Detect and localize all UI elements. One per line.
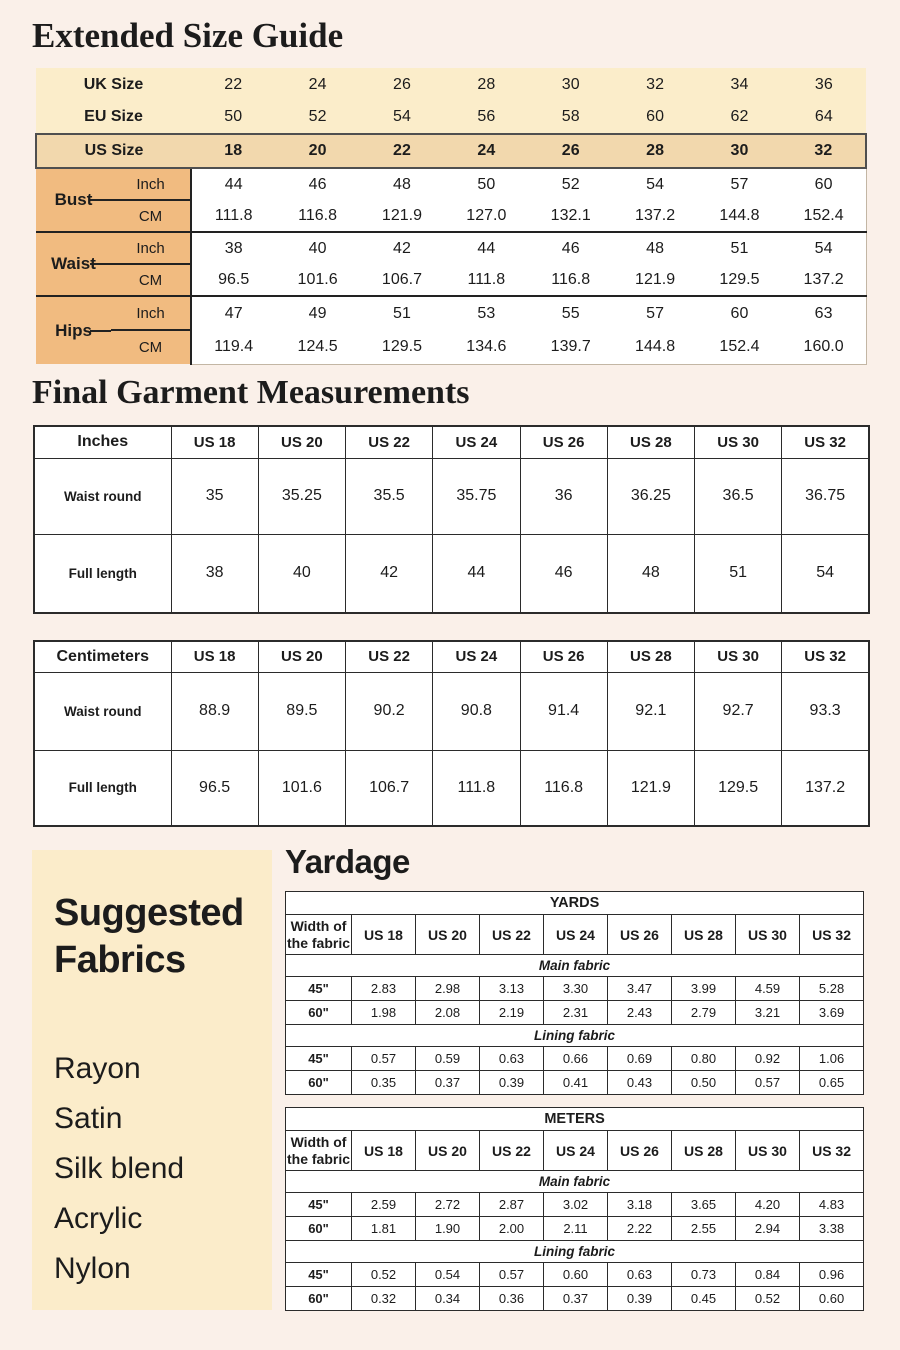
section-label: Main fabric (286, 1171, 864, 1193)
yardage-cell: 5.28 (800, 977, 864, 1001)
measurement-cell: 139.7 (529, 330, 613, 364)
size-column-header: US 24 (544, 1131, 608, 1171)
yardage-cell: 3.13 (480, 977, 544, 1001)
measurement-cell: 137.2 (613, 200, 697, 232)
measurement-cell: 89.5 (258, 672, 345, 750)
measurement-cell: 36.75 (782, 458, 869, 534)
measurement-cell: 152.4 (697, 330, 781, 364)
measurement-cell: 52 (529, 168, 613, 200)
title-line: Suggested (54, 892, 244, 934)
unit-header: YARDS (286, 892, 864, 915)
measurement-cell: 91.4 (520, 672, 607, 750)
size-value-cell: 24 (444, 134, 528, 168)
size-column-header: US 20 (416, 915, 480, 955)
size-column-header: US 26 (520, 426, 607, 458)
yardage-cell: 3.69 (800, 1001, 864, 1025)
yardage-cell: 0.39 (608, 1287, 672, 1311)
measurement-cell: 90.2 (346, 672, 433, 750)
hips-cm-row (36, 330, 866, 364)
size-column-header: US 26 (608, 915, 672, 955)
fabric-item: Rayon (54, 1052, 141, 1085)
measurement-cell: 121.9 (360, 200, 444, 232)
yardage-cell: 2.59 (352, 1193, 416, 1217)
yardage-cell: 3.18 (608, 1193, 672, 1217)
unit-header: METERS (286, 1108, 864, 1131)
measurement-cell: 101.6 (275, 264, 359, 296)
yardage-cell: 0.66 (544, 1047, 608, 1071)
size-value-cell: 54 (360, 101, 444, 134)
waist-inch-row (36, 232, 866, 264)
width-label: 60" (286, 1001, 352, 1025)
full-length-row (34, 534, 869, 613)
measurement-cell: 93.3 (782, 672, 869, 750)
header-row (34, 641, 869, 672)
yardage-table-meters (285, 1107, 864, 1311)
yardage-cell: 2.87 (480, 1193, 544, 1217)
waist-round-row (34, 672, 869, 750)
size-value-cell: 22 (191, 68, 275, 101)
garment-table-inches (33, 425, 870, 614)
size-value-cell: 64 (782, 101, 866, 134)
us-size-row (36, 134, 866, 168)
measurement-cell: 42 (360, 232, 444, 264)
yardage-cell: 1.06 (800, 1047, 864, 1071)
fabric-list (54, 1044, 272, 1294)
yardage-cell: 2.79 (672, 1001, 736, 1025)
size-column-header: US 24 (544, 915, 608, 955)
yardage-cell: 4.83 (800, 1193, 864, 1217)
size-value-cell: 56 (444, 101, 528, 134)
yardage-cell: 3.99 (672, 977, 736, 1001)
row-label: Waist round (34, 458, 171, 534)
row-label: EU Size (36, 101, 191, 134)
measurement-cell: 96.5 (171, 750, 258, 826)
measurement-cell: 96.5 (191, 264, 275, 296)
waist-round-row (34, 458, 869, 534)
yardage-cell: 2.22 (608, 1217, 672, 1241)
measurement-cell: 106.7 (360, 264, 444, 296)
yardage-cell: 4.59 (736, 977, 800, 1001)
unit-label: Inch (111, 296, 191, 330)
yardage-cell: 0.39 (480, 1071, 544, 1095)
measurement-cell: 119.4 (191, 330, 275, 364)
measure-label: Waist (36, 232, 111, 296)
width-label: 60" (286, 1217, 352, 1241)
size-column-header: US 28 (607, 641, 694, 672)
yardage-cell: 0.45 (672, 1287, 736, 1311)
yardage-cell: 2.00 (480, 1217, 544, 1241)
measurement-cell: 137.2 (782, 750, 869, 826)
measurement-cell: 132.1 (529, 200, 613, 232)
measurement-cell: 63 (782, 296, 866, 330)
size-column-header: US 30 (736, 915, 800, 955)
yardage-cell: 0.37 (544, 1287, 608, 1311)
measurement-cell: 92.7 (695, 672, 782, 750)
fabric-width-row (286, 1193, 864, 1217)
yardage-cell: 0.43 (608, 1071, 672, 1095)
unit-header: Centimeters (34, 641, 171, 672)
size-column-header: US 22 (480, 1131, 544, 1171)
measurement-cell: 127.0 (444, 200, 528, 232)
extended-size-table (35, 68, 867, 365)
size-column-header: US 20 (258, 426, 345, 458)
measurement-cell: 111.8 (433, 750, 520, 826)
bust-inch-row (36, 168, 866, 200)
size-value-cell: 50 (191, 101, 275, 134)
yardage-cell: 0.73 (672, 1263, 736, 1287)
measurement-cell: 40 (275, 232, 359, 264)
yardage-cell: 0.52 (736, 1287, 800, 1311)
unit-label: Inch (111, 168, 191, 200)
size-value-cell: 32 (782, 134, 866, 168)
yardage-cell: 0.35 (352, 1071, 416, 1095)
yardage-cell: 0.69 (608, 1047, 672, 1071)
yardage-cell: 1.90 (416, 1217, 480, 1241)
hips-inch-row (36, 296, 866, 330)
size-column-header: US 30 (695, 641, 782, 672)
fabric-item: Nylon (54, 1252, 131, 1285)
size-value-cell: 34 (697, 68, 781, 101)
section-label: Lining fabric (286, 1025, 864, 1047)
suggested-fabrics-panel (32, 850, 272, 1310)
measurement-cell: 38 (171, 534, 258, 613)
width-label: 45" (286, 1193, 352, 1217)
size-column-header: US 22 (346, 641, 433, 672)
section-label: Lining fabric (286, 1241, 864, 1263)
width-of-fabric-header (286, 1131, 352, 1171)
measurement-cell: 92.1 (607, 672, 694, 750)
size-value-cell: 28 (613, 134, 697, 168)
measurement-cell: 129.5 (695, 750, 782, 826)
garment-measurements-title: Final Garment Measurements (32, 374, 470, 411)
measurement-cell: 144.8 (697, 200, 781, 232)
size-column-header: US 28 (607, 426, 694, 458)
yardage-cell: 0.50 (672, 1071, 736, 1095)
extended-size-guide-title: Extended Size Guide (32, 16, 344, 55)
measurement-cell: 88.9 (171, 672, 258, 750)
title-line: Fabrics (54, 939, 186, 981)
fabric-width-row (286, 1071, 864, 1095)
yardage-cell: 0.63 (480, 1047, 544, 1071)
measurement-cell: 111.8 (444, 264, 528, 296)
size-value-cell: 22 (360, 134, 444, 168)
measure-label: Bust (36, 168, 111, 232)
measurement-cell: 60 (697, 296, 781, 330)
measurement-cell: 129.5 (360, 330, 444, 364)
yardage-cell: 3.21 (736, 1001, 800, 1025)
size-column-header: US 26 (608, 1131, 672, 1171)
measurement-cell: 134.6 (444, 330, 528, 364)
size-column-header: US 28 (672, 1131, 736, 1171)
yardage-cell: 0.96 (800, 1263, 864, 1287)
measurement-cell: 160.0 (782, 330, 866, 364)
header-row (286, 1131, 864, 1171)
row-label: UK Size (36, 68, 191, 101)
size-column-header: US 28 (672, 915, 736, 955)
waist-cm-row (36, 264, 866, 296)
size-value-cell: 58 (529, 101, 613, 134)
fabric-width-row (286, 1263, 864, 1287)
yardage-cell: 3.02 (544, 1193, 608, 1217)
measurement-cell: 124.5 (275, 330, 359, 364)
yardage-cell: 0.60 (544, 1263, 608, 1287)
measurement-cell: 54 (782, 232, 866, 264)
size-value-cell: 36 (782, 68, 866, 101)
size-value-cell: 60 (613, 101, 697, 134)
measurement-cell: 121.9 (613, 264, 697, 296)
row-label: US Size (36, 134, 191, 168)
yardage-cell: 0.57 (480, 1263, 544, 1287)
measurement-cell: 51 (697, 232, 781, 264)
fabric-width-row (286, 1287, 864, 1311)
measurement-cell: 57 (613, 296, 697, 330)
fabric-item: Satin (54, 1102, 123, 1135)
yardage-cell: 2.19 (480, 1001, 544, 1025)
size-column-header: US 18 (352, 1131, 416, 1171)
measurement-cell: 35.75 (433, 458, 520, 534)
size-value-cell: 62 (697, 101, 781, 134)
yardage-cell: 0.41 (544, 1071, 608, 1095)
measurement-cell: 116.8 (520, 750, 607, 826)
size-value-cell: 26 (529, 134, 613, 168)
yardage-cell: 2.31 (544, 1001, 608, 1025)
size-value-cell: 52 (275, 101, 359, 134)
measurement-cell: 47 (191, 296, 275, 330)
width-label: 45" (286, 1263, 352, 1287)
unit-label: Inch (111, 232, 191, 264)
unit-header-row (286, 1108, 864, 1131)
width-label: 60" (286, 1287, 352, 1311)
measurement-cell: 35.25 (258, 458, 345, 534)
measurement-cell: 106.7 (346, 750, 433, 826)
section-row (286, 955, 864, 977)
section-label: Main fabric (286, 955, 864, 977)
size-column-header: US 32 (782, 641, 869, 672)
measurement-cell: 35 (171, 458, 258, 534)
width-label: 60" (286, 1071, 352, 1095)
yardage-title: Yardage (285, 843, 410, 880)
full-length-row (34, 750, 869, 826)
size-value-cell: 26 (360, 68, 444, 101)
header-line: the fabric (286, 934, 350, 951)
yardage-cell: 2.43 (608, 1001, 672, 1025)
yardage-cell: 4.20 (736, 1193, 800, 1217)
unit-header: Inches (34, 426, 171, 458)
measurement-cell: 121.9 (607, 750, 694, 826)
size-column-header: US 32 (800, 915, 864, 955)
yardage-cell: 0.84 (736, 1263, 800, 1287)
width-label: 45" (286, 977, 352, 1001)
yardage-cell: 0.36 (480, 1287, 544, 1311)
measurement-cell: 51 (695, 534, 782, 613)
unit-label: CM (111, 330, 191, 364)
measurement-cell: 152.4 (782, 200, 866, 232)
width-label: 45" (286, 1047, 352, 1071)
yardage-cell: 0.57 (352, 1047, 416, 1071)
garment-table-centimeters (33, 640, 870, 827)
measurement-cell: 46 (529, 232, 613, 264)
size-column-header: US 26 (520, 641, 607, 672)
yardage-cell: 0.37 (416, 1071, 480, 1095)
size-value-cell: 24 (275, 68, 359, 101)
fabric-width-row (286, 1047, 864, 1071)
size-column-header: US 30 (695, 426, 782, 458)
measure-label: Hips (36, 296, 111, 364)
measurement-cell: 55 (529, 296, 613, 330)
size-column-header: US 32 (782, 426, 869, 458)
yardage-cell: 0.80 (672, 1047, 736, 1071)
size-value-cell: 18 (191, 134, 275, 168)
measurement-cell: 50 (444, 168, 528, 200)
measurement-cell: 57 (697, 168, 781, 200)
yardage-table-yards (285, 891, 864, 1095)
measurement-cell: 44 (444, 232, 528, 264)
header-line: Width of (290, 917, 347, 934)
measurement-cell: 36.25 (607, 458, 694, 534)
measurement-cell: 42 (346, 534, 433, 613)
measurement-cell: 101.6 (258, 750, 345, 826)
yardage-cell: 0.34 (416, 1287, 480, 1311)
yardage-cell: 0.63 (608, 1263, 672, 1287)
size-value-cell: 28 (444, 68, 528, 101)
yardage-cell: 2.72 (416, 1193, 480, 1217)
size-value-cell: 32 (613, 68, 697, 101)
size-column-header: US 22 (346, 426, 433, 458)
measurement-cell: 44 (433, 534, 520, 613)
header-line: Width of (290, 1133, 347, 1150)
measurement-cell: 46 (275, 168, 359, 200)
fabric-item: Acrylic (54, 1202, 143, 1235)
size-column-header: US 18 (171, 426, 258, 458)
measurement-cell: 60 (782, 168, 866, 200)
row-label: Full length (34, 534, 171, 613)
measurement-cell: 111.8 (191, 200, 275, 232)
fabric-width-row (286, 1217, 864, 1241)
header-row (286, 915, 864, 955)
yardage-cell: 3.30 (544, 977, 608, 1001)
yardage-cell: 3.47 (608, 977, 672, 1001)
fabric-item: Silk blend (54, 1152, 185, 1185)
measurement-cell: 49 (275, 296, 359, 330)
section-row (286, 1025, 864, 1047)
measurement-cell: 36.5 (695, 458, 782, 534)
section-row (286, 1241, 864, 1263)
header-line: the fabric (286, 1150, 350, 1167)
size-value-cell: 20 (275, 134, 359, 168)
size-column-header: US 20 (258, 641, 345, 672)
unit-label: CM (111, 264, 191, 296)
size-value-cell: 30 (529, 68, 613, 101)
measurement-cell: 54 (613, 168, 697, 200)
yardage-cell: 2.94 (736, 1217, 800, 1241)
yardage-cell: 0.65 (800, 1071, 864, 1095)
measurement-cell: 54 (782, 534, 869, 613)
measurement-cell: 90.8 (433, 672, 520, 750)
yardage-cell: 1.98 (352, 1001, 416, 1025)
size-value-cell: 30 (697, 134, 781, 168)
yardage-cell: 0.52 (352, 1263, 416, 1287)
measurement-cell: 129.5 (697, 264, 781, 296)
measurement-cell: 40 (258, 534, 345, 613)
yardage-cell: 0.92 (736, 1047, 800, 1071)
measurement-cell: 35.5 (346, 458, 433, 534)
measurement-cell: 48 (607, 534, 694, 613)
measurement-cell: 36 (520, 458, 607, 534)
size-column-header: US 22 (480, 915, 544, 955)
measurement-cell: 48 (613, 232, 697, 264)
measurement-cell: 137.2 (782, 264, 866, 296)
size-column-header: US 24 (433, 426, 520, 458)
size-column-header: US 20 (416, 1131, 480, 1171)
section-row (286, 1171, 864, 1193)
size-column-header: US 18 (352, 915, 416, 955)
size-column-header: US 24 (433, 641, 520, 672)
fabric-width-row (286, 977, 864, 1001)
yardage-cell: 3.65 (672, 1193, 736, 1217)
size-column-header: US 30 (736, 1131, 800, 1171)
unit-label: CM (111, 200, 191, 232)
uk-size-row (36, 68, 866, 101)
row-label: Waist round (34, 672, 171, 750)
measurement-cell: 38 (191, 232, 275, 264)
measurement-cell: 144.8 (613, 330, 697, 364)
size-column-header: US 18 (171, 641, 258, 672)
measurement-cell: 51 (360, 296, 444, 330)
fabric-width-row (286, 1001, 864, 1025)
measurement-cell: 53 (444, 296, 528, 330)
yardage-cell: 2.55 (672, 1217, 736, 1241)
measurement-cell: 44 (191, 168, 275, 200)
yardage-cell: 0.32 (352, 1287, 416, 1311)
bust-cm-row (36, 200, 866, 232)
unit-header-row (286, 892, 864, 915)
measurement-cell: 46 (520, 534, 607, 613)
yardage-cell: 2.98 (416, 977, 480, 1001)
measurement-cell: 116.8 (529, 264, 613, 296)
measurement-cell: 116.8 (275, 200, 359, 232)
yardage-cell: 0.60 (800, 1287, 864, 1311)
measurement-cell: 48 (360, 168, 444, 200)
yardage-cell: 0.59 (416, 1047, 480, 1071)
row-label: Full length (34, 750, 171, 826)
width-of-fabric-header (286, 915, 352, 955)
yardage-cell: 2.83 (352, 977, 416, 1001)
eu-size-row (36, 101, 866, 134)
yardage-cell: 0.54 (416, 1263, 480, 1287)
header-row (34, 426, 869, 458)
suggested-fabrics-title (54, 890, 272, 984)
yardage-cell: 0.57 (736, 1071, 800, 1095)
yardage-cell: 2.11 (544, 1217, 608, 1241)
yardage-cell: 3.38 (800, 1217, 864, 1241)
size-column-header: US 32 (800, 1131, 864, 1171)
yardage-cell: 2.08 (416, 1001, 480, 1025)
yardage-cell: 1.81 (352, 1217, 416, 1241)
